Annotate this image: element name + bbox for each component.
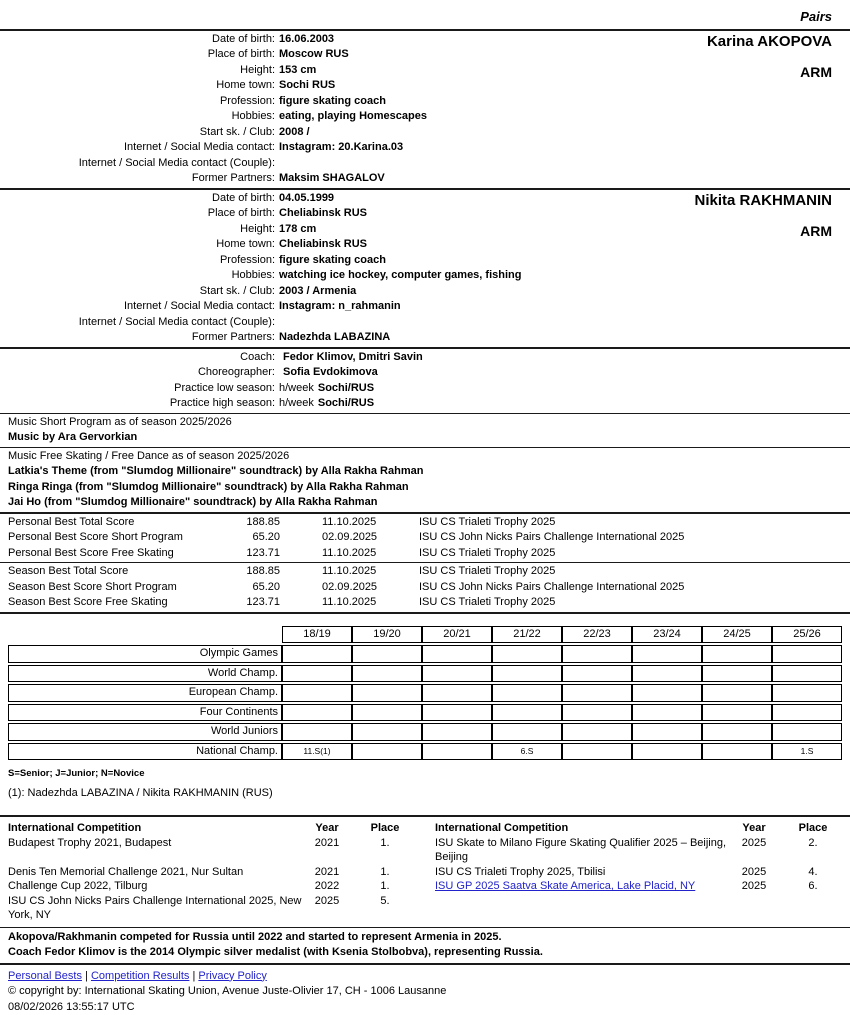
team-info-label: Coach:: [0, 350, 275, 366]
competition-place: 4.: [778, 865, 848, 880]
competition-place: 1.: [351, 865, 419, 880]
bio-row-value: Nadezhda LABAZINA: [279, 331, 390, 343]
bio-row-label: Former Partners:: [0, 171, 275, 187]
score-label: Personal Best Score Short Program: [0, 530, 212, 546]
bio-row-value: figure skating coach: [279, 254, 386, 266]
column-gap: [419, 865, 435, 880]
timestamp: 08/02/2026 13:55:17 UTC: [8, 1000, 850, 1015]
event-row-label: Four Continents: [8, 704, 282, 722]
season-result-cell: [632, 684, 702, 702]
team-info-value: Sochi/RUS: [318, 382, 374, 394]
bio-row-value: 178 cm: [279, 223, 316, 235]
bio-row-label: Place of birth:: [0, 47, 275, 63]
season-result-cell: [422, 665, 492, 683]
competition-name: ISU Skate to Milano Figure Skating Qualifier 2025 – Beijing, Beijing: [435, 836, 730, 865]
score-value: 188.85: [212, 564, 280, 580]
skater-bio-rakhmanin: [0, 190, 850, 347]
music-fs-line: Ringa Ringa (from "Slumdog Millionaire" soundtrack) by Alla Rakha Rahman: [8, 480, 850, 496]
season-result-cell: [352, 743, 422, 761]
season-result-cell: [282, 665, 352, 683]
season-column-header: 20/21: [422, 626, 492, 644]
team-info-label: Practice low season:: [0, 381, 275, 397]
discipline-header: Pairs: [0, 0, 850, 29]
music-sp-line: Music by Ara Gervorkian: [8, 430, 850, 446]
season-result-cell: [282, 645, 352, 663]
competition-row: [8, 836, 848, 865]
team-info-value: Fedor Klimov, Dmitri Savin: [283, 351, 423, 363]
competition-place: 1.: [351, 879, 419, 894]
season-result-cell: [562, 645, 632, 663]
privacy-policy-link[interactable]: Privacy Policy: [198, 970, 266, 982]
music-fs-line: Jai Ho (from "Slumdog Millionaire" soundtrack) by Alla Rakha Rahman: [8, 495, 850, 511]
year-column-header: Year: [730, 821, 778, 836]
team-info-label: Choreographer:: [0, 365, 275, 381]
season-result-cell: [702, 704, 772, 722]
personal-best-scores: [0, 514, 850, 563]
season-result-row: [8, 723, 842, 741]
copyright-text: © copyright by: International Skating Union, Avenue Juste-Olivier 17, CH - 1006 Lausanne: [8, 984, 850, 1000]
bio-row-label: Height:: [0, 222, 275, 238]
score-value: 188.85: [212, 515, 280, 531]
bio-row-value: 2008 /: [279, 126, 310, 138]
bio-row-value: 2003 / Armenia: [279, 285, 356, 297]
bio-row: [0, 330, 850, 346]
skater-nation: ARM: [800, 224, 832, 240]
season-result-cell: [562, 665, 632, 683]
event-row-label: European Champ.: [8, 684, 282, 702]
bio-row-value: Moscow RUS: [279, 48, 349, 60]
season-result-cell: 6.S: [492, 743, 562, 761]
notes-section: [0, 928, 850, 963]
section-divider: [0, 612, 850, 614]
bio-row-value: 153 cm: [279, 64, 316, 76]
team-info-row: [0, 396, 850, 412]
competition-column-header: International Competition: [8, 821, 303, 836]
competition-name: ISU CS Trialeti Trophy 2025, Tbilisi: [435, 865, 730, 880]
season-result-cell: [352, 684, 422, 702]
score-date: 02.09.2025: [322, 580, 417, 596]
bio-row: [0, 253, 850, 269]
bio-row-value: Instagram: n_rahmanin: [279, 300, 401, 312]
competition-place: 1.: [351, 836, 419, 865]
event-row-label: World Champ.: [8, 665, 282, 683]
season-column-header: 23/24: [632, 626, 702, 644]
bio-row-label: Internet / Social Media contact:: [0, 140, 275, 156]
season-column-header: 24/25: [702, 626, 772, 644]
season-result-cell: [422, 684, 492, 702]
bio-row: [0, 78, 850, 94]
competition-column-header: International Competition: [435, 821, 730, 836]
season-column-header: 18/19: [282, 626, 352, 644]
season-result-cell: [352, 665, 422, 683]
season-result-cell: [772, 704, 842, 722]
season-result-cell: [492, 665, 562, 683]
score-value: 123.71: [212, 595, 280, 611]
column-gap: [419, 879, 435, 894]
team-info-value: Sochi/RUS: [318, 397, 374, 409]
team-info-prefix: h/week: [279, 382, 314, 394]
bio-row-label: Profession:: [0, 253, 275, 269]
season-result-cell: [282, 684, 352, 702]
bio-row-value: 16.06.2003: [279, 33, 334, 45]
score-event: ISU CS Trialeti Trophy 2025: [419, 515, 555, 531]
personal-bests-link[interactable]: Personal Bests: [8, 970, 82, 982]
competition-place: 6.: [778, 879, 848, 894]
event-row-label: National Champ.: [8, 743, 282, 761]
score-value: 123.71: [212, 546, 280, 562]
score-row: [0, 515, 850, 531]
bio-row-label: Internet / Social Media contact:: [0, 299, 275, 315]
season-result-cell: [772, 645, 842, 663]
bio-row-value: Sochi RUS: [279, 79, 335, 91]
place-column-header: Place: [351, 821, 419, 836]
place-column-header: Place: [778, 821, 848, 836]
season-result-cell: [562, 704, 632, 722]
score-event: ISU CS Trialeti Trophy 2025: [419, 564, 555, 580]
bio-row: [0, 237, 850, 253]
team-info-value: Sofia Evdokimova: [283, 366, 378, 378]
season-result-cell: [352, 704, 422, 722]
score-label: Personal Best Score Free Skating: [0, 546, 212, 562]
season-result-cell: [702, 723, 772, 741]
bio-row: [0, 94, 850, 110]
bio-row-label: Date of birth:: [0, 32, 275, 48]
season-result-cell: 11.S(1): [282, 743, 352, 761]
bio-row: [0, 299, 850, 315]
score-label: Season Best Total Score: [0, 564, 212, 580]
season-level-legend: S=Senior; J=Junior; N=Novice: [8, 766, 850, 782]
score-event: ISU CS John Nicks Pairs Challenge International 2025: [419, 530, 684, 546]
score-row: [0, 530, 850, 546]
page-footer: [0, 965, 850, 1015]
bio-row-label: Internet / Social Media contact (Couple):: [0, 156, 275, 172]
bio-row: [0, 109, 850, 125]
season-result-cell: [632, 665, 702, 683]
season-result-cell: [772, 665, 842, 683]
competition-name: ISU CS John Nicks Pairs Challenge International 2025, New York, NY: [8, 894, 303, 923]
bio-row-label: Hobbies:: [0, 109, 275, 125]
bio-row-label: Hobbies:: [0, 268, 275, 284]
partner-footnote: (1): Nadezhda LABAZINA / Nikita RAKHMANIN (RUS): [8, 786, 850, 802]
bio-row: [0, 140, 850, 156]
link-separator: |: [192, 970, 195, 982]
bio-row-value: Maksim SHAGALOV: [279, 172, 385, 184]
season-result-cell: [702, 665, 772, 683]
competition-year: 2025: [303, 894, 351, 923]
competition-year: 2025: [730, 836, 778, 865]
event-row-label: Olympic Games: [8, 645, 282, 663]
skater-name: Nikita RAKHMANIN: [694, 193, 832, 209]
season-result-cell: [492, 645, 562, 663]
competition-row: [8, 894, 848, 923]
season-result-cell: [492, 684, 562, 702]
bio-row-label: Profession:: [0, 94, 275, 110]
bio-row: [0, 315, 850, 331]
bio-row-label: Former Partners:: [0, 330, 275, 346]
bio-row-label: Place of birth:: [0, 206, 275, 222]
season-result-row: [8, 743, 842, 761]
season-result-cell: [632, 645, 702, 663]
competition-year: 2021: [303, 836, 351, 865]
bio-row-label: Start sk. / Club:: [0, 125, 275, 141]
bio-row: [0, 284, 850, 300]
score-label: Personal Best Total Score: [0, 515, 212, 531]
bio-row-label: Height:: [0, 63, 275, 79]
bio-row-value: Cheliabinsk RUS: [279, 238, 367, 250]
season-result-cell: [772, 684, 842, 702]
competition-year: [730, 894, 778, 923]
column-gap: [419, 821, 435, 836]
competition-name: [435, 894, 730, 923]
competition-place: 5.: [351, 894, 419, 923]
season-result-cell: [632, 704, 702, 722]
bio-row-label: Home town:: [0, 78, 275, 94]
competition-name: Budapest Trophy 2021, Budapest: [8, 836, 303, 865]
skater-bio-akopova: [0, 31, 850, 188]
season-result-cell: [422, 723, 492, 741]
music-fs-heading: Music Free Skating / Free Dance as of season 2025/2026: [8, 449, 850, 465]
season-result-row: [8, 645, 842, 663]
season-column-header: 25/26: [772, 626, 842, 644]
score-row: [0, 595, 850, 611]
season-best-scores: [0, 563, 850, 612]
season-result-cell: [772, 723, 842, 741]
column-gap: [419, 894, 435, 923]
event-row-label: World Juniors: [8, 723, 282, 741]
season-results-table: [8, 624, 842, 763]
team-info-row: [0, 365, 850, 381]
skater-name: Karina AKOPOVA: [707, 34, 832, 50]
competition-name: Challenge Cup 2022, Tilburg: [8, 879, 303, 894]
competition-link[interactable]: ISU GP 2025 Saatva Skate America, Lake Placid, NY: [435, 880, 695, 892]
season-result-cell: [562, 743, 632, 761]
competition-year: 2021: [303, 865, 351, 880]
score-date: 02.09.2025: [322, 530, 417, 546]
column-gap: [419, 836, 435, 865]
competition-name-link-cell: [435, 879, 730, 894]
bio-row-label: Internet / Social Media contact (Couple):: [0, 315, 275, 331]
season-result-cell: [702, 645, 772, 663]
season-column-header: 21/22: [492, 626, 562, 644]
season-result-cell: [492, 704, 562, 722]
season-result-cell: [632, 743, 702, 761]
season-result-cell: [562, 684, 632, 702]
skater-nation: ARM: [800, 65, 832, 81]
season-result-row: [8, 684, 842, 702]
score-label: Season Best Score Free Skating: [0, 595, 212, 611]
competition-row: [8, 879, 848, 894]
score-value: 65.20: [212, 580, 280, 596]
team-info-row: [0, 350, 850, 366]
season-result-cell: [702, 743, 772, 761]
score-event: ISU CS Trialeti Trophy 2025: [419, 595, 555, 611]
season-header-row: [8, 626, 842, 644]
note-line: Coach Fedor Klimov is the 2014 Olympic silver medalist (with Ksenia Stolbobva), representing Russia.: [8, 945, 850, 961]
score-date: 11.10.2025: [322, 546, 417, 562]
competition-results-link[interactable]: Competition Results: [91, 970, 189, 982]
season-result-cell: [352, 723, 422, 741]
bio-row-value: figure skating coach: [279, 95, 386, 107]
section-divider: [0, 815, 850, 817]
team-info-label: Practice high season:: [0, 396, 275, 412]
bio-row-label: Home town:: [0, 237, 275, 253]
music-sp-heading: Music Short Program as of season 2025/2026: [8, 415, 850, 431]
competition-table: [8, 821, 848, 923]
season-result-cell: [282, 704, 352, 722]
team-info: [0, 349, 850, 413]
score-event: ISU CS Trialeti Trophy 2025: [419, 546, 555, 562]
bio-row: [0, 125, 850, 141]
bio-row: [0, 222, 850, 238]
score-row: [0, 546, 850, 562]
music-short-program: [0, 414, 850, 447]
competition-year: 2022: [303, 879, 351, 894]
season-result-cell: [422, 704, 492, 722]
competition-place: 2.: [778, 836, 848, 865]
music-free-skating: [0, 448, 850, 512]
competition-year: 2025: [730, 865, 778, 880]
competition-year: 2025: [730, 879, 778, 894]
score-event: ISU CS John Nicks Pairs Challenge International 2025: [419, 580, 684, 596]
bio-row-value: Instagram: 20.Karina.03: [279, 141, 403, 153]
season-result-cell: [702, 684, 772, 702]
season-result-row: [8, 704, 842, 722]
bio-row: [0, 268, 850, 284]
competition-place: [778, 894, 848, 923]
season-result-cell: [632, 723, 702, 741]
season-result-row: [8, 665, 842, 683]
season-result-cell: [352, 645, 422, 663]
season-result-cell: [282, 723, 352, 741]
bio-row-label: Start sk. / Club:: [0, 284, 275, 300]
year-column-header: Year: [303, 821, 351, 836]
score-date: 11.10.2025: [322, 595, 417, 611]
season-result-cell: [562, 723, 632, 741]
bio-row-value: 04.05.1999: [279, 192, 334, 204]
season-result-cell: 1.S: [772, 743, 842, 761]
bio-row: [0, 156, 850, 172]
bio-row-label: Date of birth:: [0, 191, 275, 207]
team-info-prefix: h/week: [279, 397, 314, 409]
season-column-header: 19/20: [352, 626, 422, 644]
season-header-spacer: [8, 626, 282, 644]
bio-row-value: Cheliabinsk RUS: [279, 207, 367, 219]
competition-row: [8, 865, 848, 880]
score-row: [0, 564, 850, 580]
bio-row: [0, 171, 850, 187]
score-value: 65.20: [212, 530, 280, 546]
score-date: 11.10.2025: [322, 515, 417, 531]
score-date: 11.10.2025: [322, 564, 417, 580]
bio-row-value: eating, playing Homescapes: [279, 110, 427, 122]
music-fs-line: Latkia's Theme (from "Slumdog Millionaire" soundtrack) by Alla Rakha Rahman: [8, 464, 850, 480]
score-label: Season Best Score Short Program: [0, 580, 212, 596]
note-line: Akopova/Rakhmanin competed for Russia until 2022 and started to represent Armenia in 2025.: [8, 930, 850, 946]
season-result-cell: [422, 645, 492, 663]
link-separator: |: [85, 970, 88, 982]
bio-row: [0, 63, 850, 79]
competition-name: Denis Ten Memorial Challenge 2021, Nur Sultan: [8, 865, 303, 880]
season-column-header: 22/23: [562, 626, 632, 644]
bio-row-value: watching ice hockey, computer games, fishing: [279, 269, 521, 281]
season-result-cell: [422, 743, 492, 761]
team-info-row: [0, 381, 850, 397]
competition-header-row: [8, 821, 848, 836]
score-row: [0, 580, 850, 596]
season-result-cell: [492, 723, 562, 741]
footer-links: [8, 969, 850, 985]
